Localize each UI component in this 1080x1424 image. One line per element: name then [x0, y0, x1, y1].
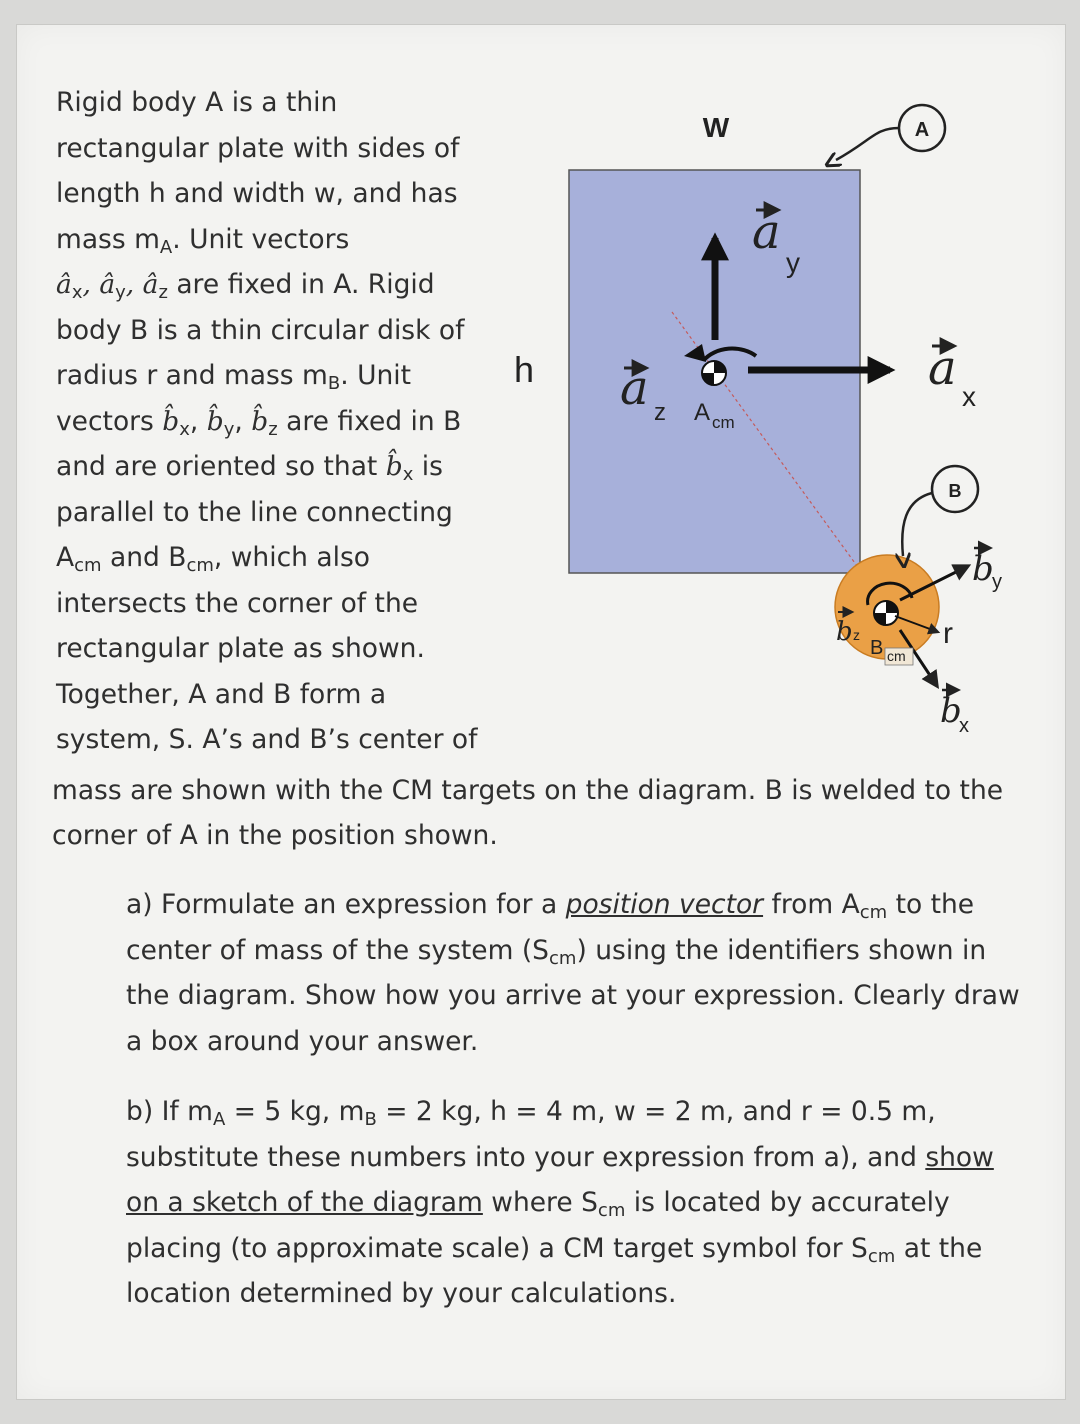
by-label — [972, 548, 1002, 593]
intro-line: vectors $b̂_x$, $b̂_y$, $b̂_z$ are fixed in B — [56, 405, 462, 440]
intro-line: corner of A in the position shown. — [52, 820, 498, 851]
intro-line: system, S. A’s and B’s center of — [56, 724, 478, 755]
question-line: center of mass of the system $(S_{cm})$ using the identifiers shown in — [126, 934, 987, 969]
label-r: r — [943, 617, 953, 650]
svg-text:b: b — [972, 549, 994, 589]
svg-text:B: B — [870, 637, 884, 659]
svg-text:cm: cm — [712, 413, 735, 432]
question-line: the diagram. Show how you arrive at your expression. Clearly draw — [126, 980, 1020, 1011]
intro-line: rectangular plate with sides of — [56, 132, 460, 164]
svg-text:a: a — [620, 360, 649, 416]
label-w: W — [702, 112, 730, 143]
svg-text:cm: cm — [887, 648, 906, 664]
svg-text:y: y — [786, 247, 800, 278]
svg-text:y: y — [992, 571, 1002, 593]
svg-text:z: z — [654, 399, 666, 426]
intro-line: $A_{cm}$ and $B_{cm}$, which also — [56, 542, 370, 576]
svg-text:z: z — [853, 627, 860, 643]
question-line: placing (to approximate scale) a CM target symbol for $S_{cm}$ at the — [126, 1232, 983, 1267]
intro-line: $â_x$, $â_y$, $â_z$ are fixed in A. Rigid — [56, 269, 435, 303]
ax-label — [928, 340, 976, 412]
bx-label — [940, 690, 969, 737]
question-line: on a sketch of the diagram where $S_{cm}$ is located by accurately — [126, 1187, 950, 1221]
svg-text:x: x — [962, 381, 976, 412]
svg-text:b: b — [836, 617, 853, 647]
intro-line: Rigid body A is a thin — [56, 87, 338, 118]
question-line: b) If $m_A = 5$ kg, $m_B = 2$ kg, h = 4 m, w = 2 m, and r = 0.5 m, — [126, 1096, 936, 1130]
question-line: a box around your answer. — [126, 1025, 479, 1057]
intro-line: length h and width w, and has — [56, 178, 458, 209]
svg-text:x: x — [959, 715, 969, 737]
question-line: a) Formulate an expression for a position vector from $A_{cm}$ to the — [126, 889, 975, 923]
svg-text:a: a — [928, 340, 957, 396]
intro-line: and are oriented so that $b̂_x$ is — [56, 451, 443, 485]
intro-line: radius r and mass $m_B$. Unit — [56, 360, 412, 394]
callout-a-label: A — [914, 119, 930, 141]
question-line: substitute these numbers into your expression from a), and show — [126, 1141, 994, 1173]
label-h: h — [513, 349, 535, 390]
intro-line: rectangular plate as shown. — [56, 633, 425, 664]
svg-text:b: b — [940, 691, 962, 731]
svg-text:a: a — [752, 204, 781, 260]
question-line: location determined by your calculations. — [126, 1278, 677, 1309]
intro-line: parallel to the line connecting — [56, 496, 453, 528]
svg-text:A: A — [694, 399, 711, 426]
intro-line: mass are shown with the CM targets on the diagram. B is welded to the — [52, 775, 1004, 806]
intro-line: mass $m_A$. Unit vectors — [56, 223, 350, 258]
bcm-target-icon — [874, 601, 898, 625]
intro-line: body B is a thin circular disk of — [56, 314, 465, 346]
intro-line: intersects the corner of the — [56, 587, 419, 619]
callout-b-arrow — [902, 493, 932, 556]
intro-line: Together, A and B form a — [56, 678, 387, 710]
callout-b-label: B — [948, 481, 962, 501]
acm-target-icon — [702, 361, 726, 385]
callout-a-arrow — [836, 128, 899, 160]
